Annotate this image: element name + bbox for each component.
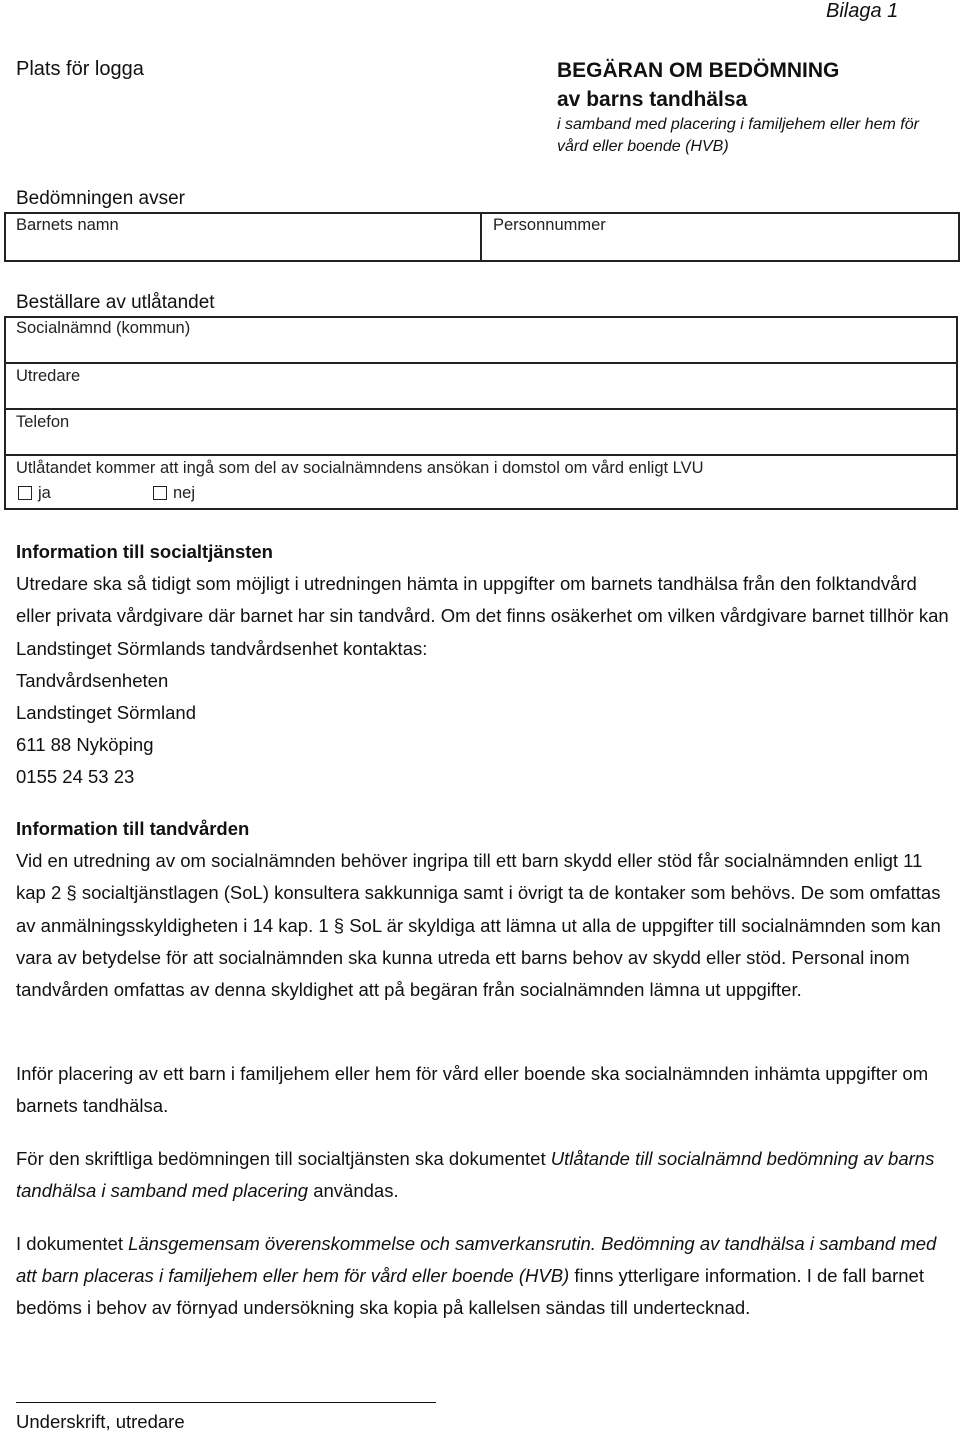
contact-line-2: Landstinget Sörmland: [16, 702, 196, 724]
committee-label: Socialnämnd (kommun): [16, 319, 191, 337]
document-title-block: [557, 56, 952, 158]
paragraph-2-text: Inför placering av ett barn i familjehem eller hem för vård eller boende ska socialnämnden inhämta uppgifter om barnets tandhälsa.: [16, 1063, 929, 1117]
option-yes-label: ja: [38, 484, 51, 502]
child-name-label: Barnets namn: [16, 216, 119, 234]
paragraph-3-document-title: Utlåtande till socialnämnd bedömning av barns tandhälsa i samband med placering: [16, 1148, 935, 1202]
contact-line-3: 611 88 Nyköping: [16, 734, 154, 756]
investigator-field[interactable]: [4, 362, 958, 410]
option-no-label: nej: [173, 484, 196, 502]
info-dental-heading: Information till tandvården: [16, 818, 250, 839]
info-dental-paragraph-3: [16, 1143, 951, 1207]
info-dental-paragraph-4: [16, 1228, 951, 1325]
paragraph-4-document-title: Länsgemensam överenskommelse och samverkansrutin. Bedömning av tandhälsa i samband med att barn placeras i familjehem eller hem för vård eller boende (HVB): [16, 1233, 937, 1287]
document-title: BEGÄRAN OM BEDÖMNING: [557, 59, 840, 82]
document-subtitle: i samband med placering i familjehem eller hem för vård eller boende (HVB): [557, 116, 919, 155]
contact-phone: 0155 24 53 23: [16, 766, 135, 788]
paragraph-3-start: För den skriftliga bedömningen till socialtjänsten ska dokumentet: [16, 1148, 551, 1169]
checkbox-no[interactable]: [153, 486, 167, 500]
info-dental-paragraph-1: Vid en utredning av om socialnämnden behöver ingripa till ett barn skydd eller stöd får socialnämnden enligt 11 kap 2 § socialtjänstlagen (SoL) konsultera sakkunniga samt i övrigt ta de kontaker som behövs. De som omfattas av anmälningsskyldigheten i 14 kap. 1 § SoL är skyldiga att lämna ut alla de uppgifter till socialnämnden som kan vara av betydelse för att socialnämnden ska kunna utreda ett barns behov av skydd eller stöd. Personal inom tandvården omfattas av denna skyldighet att på begäran från socialnämnden lämna ut uppgifter.: [16, 850, 941, 1001]
logo-placeholder: Plats för logga: [16, 58, 144, 80]
info-dental-paragraph-2: [16, 1058, 951, 1122]
orderer-heading: Beställare av utlåtandet: [16, 292, 215, 313]
document-title-line2: av barns tandhälsa: [557, 88, 748, 111]
signature-label: Underskrift, utredare: [16, 1411, 185, 1432]
info-dental-section: [16, 813, 951, 1006]
option-no[interactable]: [153, 484, 195, 503]
assessment-heading: Bedömningen avser: [16, 188, 185, 209]
info-social-paragraph: Utredare ska så tidigt som möjligt i utredningen hämta in uppgifter om barnets tandhälsa från den folktandvård eller privata vårdgivare där barnet har sin tandvård. Om det finns osäkerhet om vilken vårdgivare barnet tillhör kan Landstinget Sörmlands tandvårdsenhet kontaktas:: [16, 573, 949, 659]
contact-line-1: Tandvårdsenheten: [16, 669, 169, 691]
court-question-label: Utlåtandet kommer att ingå som del av socialnämndens ansökan i domstol om vård enligt LVU: [16, 459, 704, 477]
option-yes[interactable]: [18, 484, 51, 503]
info-social-heading: Information till socialtjänsten: [16, 541, 273, 562]
paragraph-4-start: I dokumentet: [16, 1233, 129, 1254]
paragraph-3-end: användas.: [308, 1180, 399, 1202]
signature-line[interactable]: [16, 1402, 436, 1403]
checkbox-yes[interactable]: [18, 486, 32, 500]
info-social-section: [16, 536, 951, 794]
personnummer-label: Personnummer: [493, 216, 606, 234]
phone-field[interactable]: [4, 408, 958, 456]
attachment-label: Bilaga 1: [826, 0, 899, 22]
investigator-label: Utredare: [16, 367, 81, 385]
phone-label: Telefon: [16, 413, 70, 431]
paragraph-4-end: finns ytterligare information. I de fall barnet bedöms i behov av förnyad undersökning ska kopia på kallelsen sändas till undertecknad.: [16, 1265, 924, 1319]
